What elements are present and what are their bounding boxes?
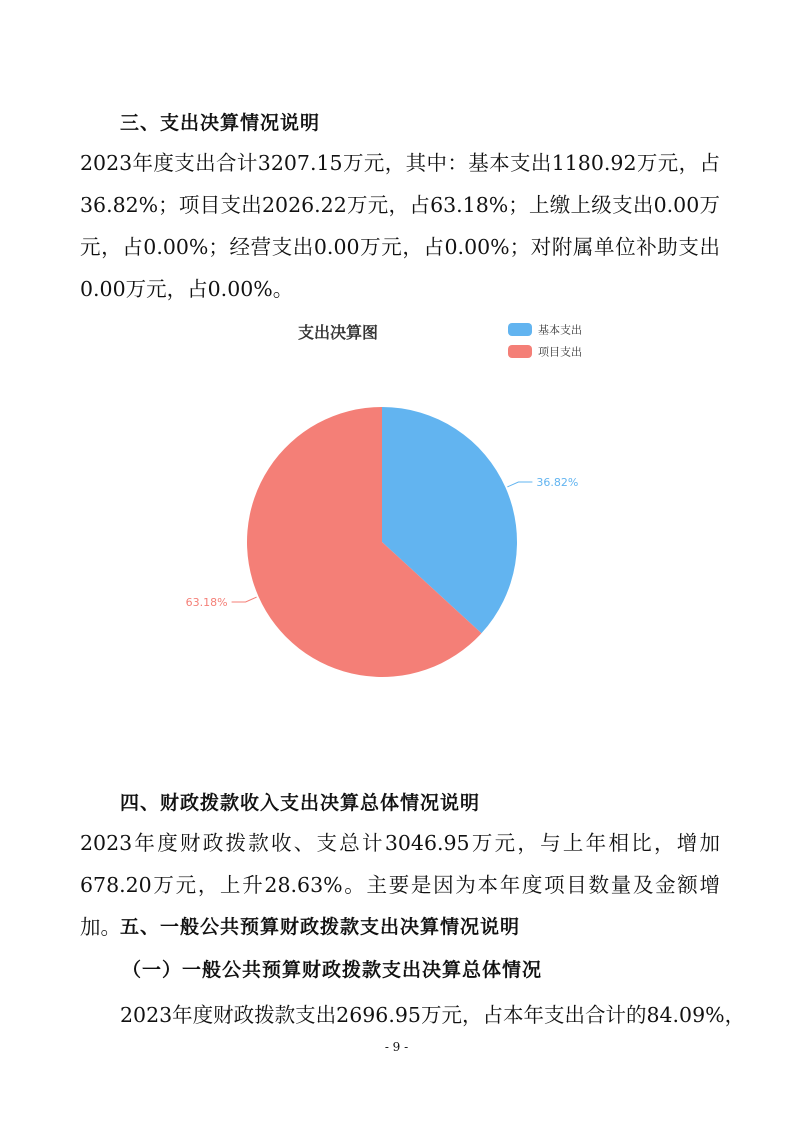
legend-label-2: 项目支出: [538, 345, 582, 359]
pie-label-2: 63.18%: [185, 595, 228, 609]
chart-title: 支出决算图: [297, 323, 379, 342]
legend-label-1: 基本支出: [538, 323, 582, 337]
section-4-paragraph: 2023年度财政拨款收、支总计3046.95万元，与上年相比，增加678.20万元，上升28.63%。主要是因为本年度项目数量及金额增加。: [80, 831, 720, 939]
pie-leader-line-2: [232, 597, 257, 602]
section-5-heading: 五、一般公共预算财政拨款支出决算情况说明: [120, 916, 521, 938]
legend-swatch-2: [508, 345, 532, 358]
chart-legend: [508, 323, 582, 359]
legend-swatch-1: [508, 323, 532, 336]
section-3-paragraph: 2023年度支出合计3207.15万元，其中：基本支出1180.92万元，占36.82%；项目支出2026.22万元，占63.18%；上缴上级支出0.00万元，占0.00%；经营支出0.00万元，占0.00%；对附属单位补助支出0.00万元，占0.00%。: [80, 151, 720, 301]
pie-slices: [247, 407, 517, 677]
section-3-heading: 三、支出决算情况说明: [120, 112, 321, 134]
expenditure-pie-chart: [160, 305, 640, 725]
pie-label-1: 36.82%: [536, 476, 579, 490]
section-4-heading: 四、财政拨款收入支出决算总体情况说明: [120, 792, 481, 814]
pie-leader-line-1: [507, 482, 532, 487]
section-5-line: 2023年度财政拨款支出2696.95万元，占本年支出合计的84.09%，: [120, 1003, 746, 1027]
page-number: - 9 -: [384, 1040, 409, 1054]
section-5-subheading: （一）一般公共预算财政拨款支出决算总体情况: [122, 959, 543, 981]
